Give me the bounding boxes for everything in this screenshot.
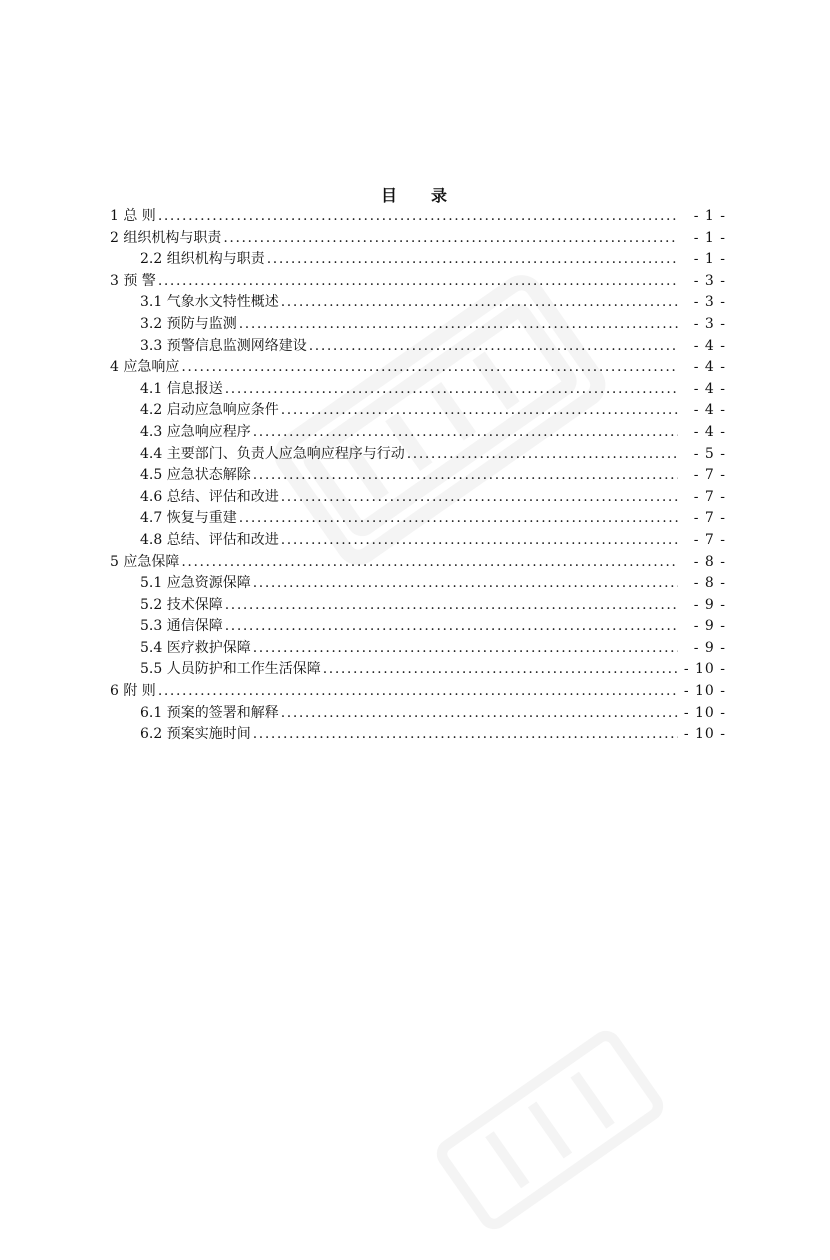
- toc-entry-page-number: - 4 -: [693, 337, 726, 354]
- dot-leader: [225, 595, 678, 617]
- toc-entry[interactable]: [110, 595, 726, 617]
- toc-entry-page-number: - 10 -: [683, 726, 726, 743]
- dot-leader: [225, 379, 678, 401]
- toc-entry[interactable]: [110, 292, 726, 314]
- toc-entry-page-number: - 8 -: [693, 553, 726, 570]
- toc-entry-label: 5 应急保障: [110, 553, 180, 570]
- dot-leader: [253, 638, 678, 660]
- dot-leader: [253, 724, 678, 746]
- dot-leader: [407, 444, 678, 466]
- dot-leader: [223, 228, 678, 250]
- toc-entry-label: 5.5 人员防护和工作生活保障: [140, 661, 321, 678]
- toc-entry-label: 4.6 总结、评估和改进: [140, 488, 279, 505]
- toc-entry-label: 5.1 应急资源保障: [140, 575, 251, 592]
- toc-entry-label: 5.4 医疗救护保障: [140, 639, 251, 656]
- toc-entry[interactable]: [110, 724, 726, 746]
- dot-leader: [158, 271, 678, 293]
- toc-entry-page-number: - 3 -: [693, 272, 726, 289]
- toc-entry[interactable]: [110, 573, 726, 595]
- toc-entry[interactable]: [110, 487, 726, 509]
- toc-entry-label: 5.2 技术保障: [140, 596, 223, 613]
- toc-entry[interactable]: [110, 444, 726, 466]
- dot-leader: [281, 703, 678, 725]
- toc-entry[interactable]: [110, 228, 726, 250]
- toc-entry-page-number: - 1 -: [693, 229, 726, 246]
- stamp-watermark-icon: [420, 1000, 680, 1260]
- dot-leader: [253, 422, 678, 444]
- dot-leader: [281, 530, 678, 552]
- toc-entry-page-number: - 3 -: [693, 315, 726, 332]
- toc-entry[interactable]: [110, 638, 726, 660]
- toc-entry-label: 4 应急响应: [110, 359, 180, 376]
- toc-entry-label: 4.3 应急响应程序: [140, 423, 251, 440]
- toc-entry-page-number: - 10 -: [683, 683, 726, 700]
- toc-entry[interactable]: [110, 530, 726, 552]
- toc-entry-label: 4.2 启动应急响应条件: [140, 402, 279, 419]
- toc-entry-label: 4.5 应急状态解除: [140, 467, 251, 484]
- toc-entry-label: 4.8 总结、评估和改进: [140, 531, 279, 548]
- toc-entry-label: 2.2 组织机构与职责: [140, 251, 265, 268]
- toc-entry[interactable]: [110, 271, 726, 293]
- dot-leader: [181, 357, 678, 379]
- dot-leader: [281, 400, 678, 422]
- toc-entry-page-number: - 4 -: [693, 423, 726, 440]
- toc-entry-label: 4.7 恢复与重建: [140, 510, 237, 527]
- dot-leader: [253, 573, 678, 595]
- toc-entry-page-number: - 8 -: [693, 575, 726, 592]
- dot-leader: [267, 249, 678, 271]
- toc-entry[interactable]: [110, 552, 726, 574]
- toc-entry-label: 4.1 信息报送: [140, 380, 223, 397]
- toc-entry-label: 3.1 气象水文特性概述: [140, 294, 279, 311]
- toc-entry[interactable]: [110, 659, 726, 681]
- dot-leader: [239, 508, 678, 530]
- dot-leader: [239, 314, 678, 336]
- toc-entry[interactable]: [110, 314, 726, 336]
- title-char-2: 录: [431, 186, 450, 205]
- dot-leader: [281, 487, 678, 509]
- toc-entry-label: 6 附 则: [110, 683, 156, 700]
- toc-entry-page-number: - 5 -: [693, 445, 726, 462]
- dot-leader: [181, 552, 678, 574]
- toc-entry[interactable]: [110, 703, 726, 725]
- toc-entry[interactable]: [110, 379, 726, 401]
- toc-entry-page-number: - 1 -: [693, 208, 726, 224]
- toc-entry-label: 3 预 警: [110, 272, 156, 289]
- toc-entry-page-number: - 4 -: [693, 359, 726, 376]
- toc-entry-label: 6.2 预案实施时间: [140, 726, 251, 743]
- toc-entry-label: 1 总 则: [110, 208, 156, 224]
- toc-entry[interactable]: [110, 336, 726, 358]
- toc-entry-page-number: - 7 -: [693, 488, 726, 505]
- table-of-contents: [110, 206, 726, 746]
- toc-entry-page-number: - 9 -: [693, 618, 726, 635]
- toc-entry[interactable]: [110, 681, 726, 703]
- title-char-1: 目: [380, 186, 399, 205]
- dot-leader: [158, 681, 678, 703]
- toc-entry-label: 2 组织机构与职责: [110, 229, 222, 246]
- toc-entry-page-number: - 4 -: [693, 402, 726, 419]
- toc-entry-label: 6.1 预案的签署和解释: [140, 704, 279, 721]
- toc-entry-page-number: - 10 -: [683, 704, 726, 721]
- toc-entry[interactable]: [110, 206, 726, 228]
- page-title: [0, 183, 830, 206]
- toc-entry[interactable]: [110, 400, 726, 422]
- dot-leader: [309, 336, 678, 358]
- toc-entry-page-number: - 3 -: [693, 294, 726, 311]
- toc-entry-page-number: - 4 -: [693, 380, 726, 397]
- toc-entry-label: 4.4 主要部门、负责人应急响应程序与行动: [140, 445, 405, 462]
- toc-entry-label: 3.3 预警信息监测网络建设: [140, 337, 307, 354]
- toc-entry[interactable]: [110, 616, 726, 638]
- toc-entry[interactable]: [110, 422, 726, 444]
- toc-entry-label: 5.3 通信保障: [140, 618, 223, 635]
- toc-entry-page-number: - 10 -: [683, 661, 726, 678]
- dot-leader: [323, 659, 678, 681]
- toc-entry[interactable]: [110, 249, 726, 271]
- toc-entry-page-number: - 7 -: [693, 510, 726, 527]
- toc-entry-page-number: - 1 -: [693, 251, 726, 268]
- toc-entry[interactable]: [110, 508, 726, 530]
- toc-entry[interactable]: [110, 465, 726, 487]
- toc-entry-page-number: - 7 -: [693, 467, 726, 484]
- toc-entry-page-number: - 7 -: [693, 531, 726, 548]
- dot-leader: [281, 292, 678, 314]
- dot-leader: [225, 616, 678, 638]
- dot-leader: [253, 465, 678, 487]
- dot-leader: [158, 206, 678, 228]
- toc-entry-page-number: - 9 -: [693, 639, 726, 656]
- toc-entry[interactable]: [110, 357, 726, 379]
- toc-entry-label: 3.2 预防与监测: [140, 315, 237, 332]
- toc-entry-page-number: - 9 -: [693, 596, 726, 613]
